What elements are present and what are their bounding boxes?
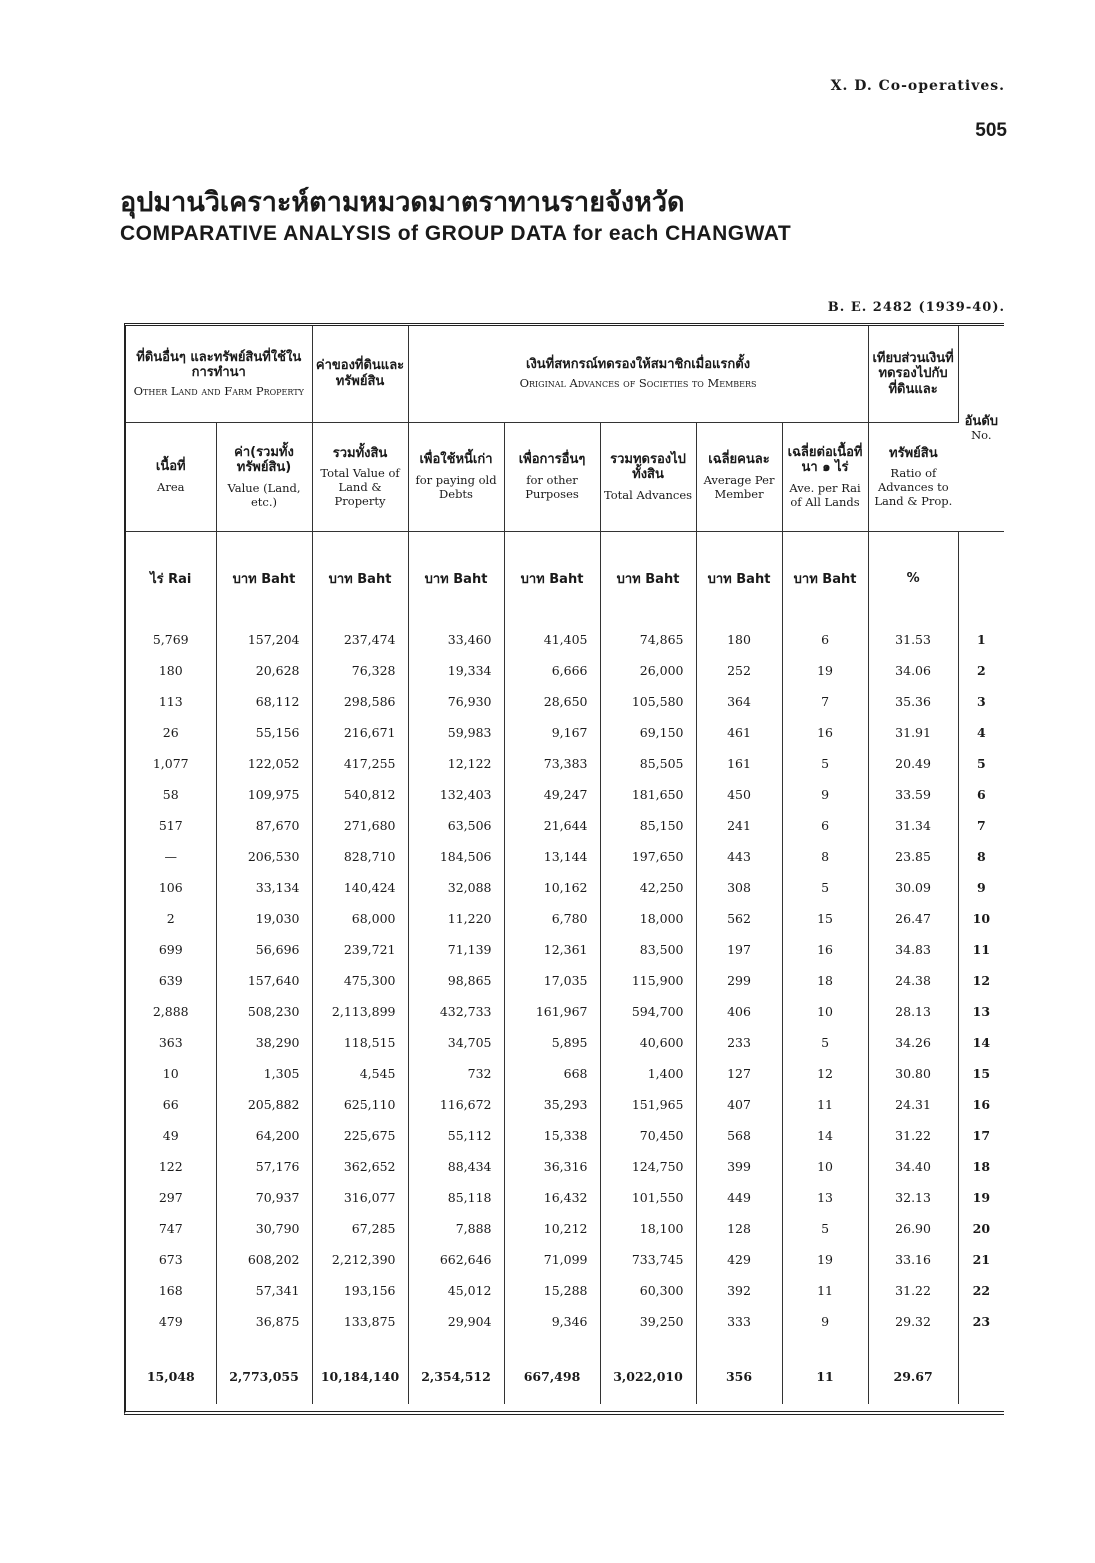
table-cell: 118,515	[312, 1027, 408, 1058]
table-cell: 31.22	[868, 1275, 958, 1306]
table-cell: 68,112	[216, 686, 312, 717]
table-cell: 16	[782, 717, 868, 748]
unit-label: ไร่ Rai	[126, 532, 216, 625]
unit-label: บาท Baht	[782, 532, 868, 625]
table-cell: 17,035	[504, 965, 600, 996]
table-cell: 479	[126, 1306, 216, 1337]
table-row	[126, 1120, 1004, 1151]
table-cell: 157,640	[216, 965, 312, 996]
table-cell: 30,790	[216, 1213, 312, 1244]
table-cell: 239,721	[312, 934, 408, 965]
page-number: 505	[975, 120, 1007, 141]
table-cell: 20.49	[868, 748, 958, 779]
table-row	[126, 996, 1004, 1027]
table-cell: 127	[696, 1058, 782, 1089]
table-cell: 168	[126, 1275, 216, 1306]
group-header-other-land: ที่ดินอื่นๆ และทรัพย์สินที่ใช้ในการทำนา Other Land and Farm Property	[126, 326, 312, 423]
table-cell: 15,288	[504, 1275, 600, 1306]
table-cell: 206,530	[216, 841, 312, 872]
table-cell: 308	[696, 872, 782, 903]
total-cell: 15,048	[126, 1349, 216, 1404]
table-cell: 19	[782, 1244, 868, 1275]
table-cell: 66	[126, 1089, 216, 1120]
table-cell: 193,156	[312, 1275, 408, 1306]
table-cell: 36,316	[504, 1151, 600, 1182]
table-cell: 450	[696, 779, 782, 810]
table-cell: 8	[976, 849, 986, 864]
table-cell: 12	[972, 973, 991, 988]
table-cell: 364	[696, 686, 782, 717]
table-cell: 67,285	[312, 1213, 408, 1244]
table-cell: 109,975	[216, 779, 312, 810]
table-cell: 19,334	[408, 655, 504, 686]
table-cell: 271,680	[312, 810, 408, 841]
table-cell: 540,812	[312, 779, 408, 810]
table-cell: 49	[126, 1120, 216, 1151]
table-cell: 24.31	[868, 1089, 958, 1120]
table-cell: 6	[782, 624, 868, 655]
table-cell: 732	[408, 1058, 504, 1089]
table-cell: 116,672	[408, 1089, 504, 1120]
total-cell: 11	[782, 1349, 868, 1404]
total-cell: 356	[696, 1349, 782, 1404]
table-cell: 184,506	[408, 841, 504, 872]
table-cell: 26,000	[600, 655, 696, 686]
total-cell: 29.67	[868, 1349, 958, 1404]
table-cell: 161,967	[504, 996, 600, 1027]
table-cell: 673	[126, 1244, 216, 1275]
table-cell: 49,247	[504, 779, 600, 810]
table-cell: 6	[782, 810, 868, 841]
table-cell: 128	[696, 1213, 782, 1244]
table-cell: 19	[972, 1190, 991, 1205]
table-cell: 747	[126, 1213, 216, 1244]
table-cell: 106	[126, 872, 216, 903]
table-cell: 68,000	[312, 903, 408, 934]
table-cell: 7	[976, 818, 986, 833]
table-row	[126, 903, 1004, 934]
table-row	[126, 655, 1004, 686]
unit-label: บาท Baht	[312, 532, 408, 625]
table-cell: 70,450	[600, 1120, 696, 1151]
table-cell: 45,012	[408, 1275, 504, 1306]
table-cell: 30.09	[868, 872, 958, 903]
table-cell: 161	[696, 748, 782, 779]
table-row	[126, 934, 1004, 965]
table-cell: 31.22	[868, 1120, 958, 1151]
column-header: ทรัพย์สิน Ratio of Advances to Land & Prop.	[868, 423, 958, 532]
table-cell: 31.91	[868, 717, 958, 748]
table-cell: 233	[696, 1027, 782, 1058]
table-cell: 180	[126, 655, 216, 686]
table-cell: 76,328	[312, 655, 408, 686]
column-header: รวมทั้งสิน Total Value of Land & Property	[312, 423, 408, 532]
table-cell: 55,112	[408, 1120, 504, 1151]
table-cell: 5,769	[126, 624, 216, 655]
table-cell: 5	[782, 1027, 868, 1058]
table-cell: 132,403	[408, 779, 504, 810]
table-cell: 508,230	[216, 996, 312, 1027]
table-cell: 32,088	[408, 872, 504, 903]
table-row	[126, 1213, 1004, 1244]
table-cell: 34,705	[408, 1027, 504, 1058]
unit-label: %	[868, 532, 958, 625]
year-label: B. E. 2482 (1939-40).	[827, 300, 1005, 315]
unit-label	[958, 532, 1004, 625]
table-cell: 28.13	[868, 996, 958, 1027]
column-header: เพื่อใช้หนี้เก่า for paying old Debts	[408, 423, 504, 532]
table-cell: 392	[696, 1275, 782, 1306]
table-cell: 58	[126, 779, 216, 810]
table-cell: 568	[696, 1120, 782, 1151]
table-cell: 216,671	[312, 717, 408, 748]
table-cell: 64,200	[216, 1120, 312, 1151]
total-cell	[958, 1349, 1004, 1404]
table-cell: 151,965	[600, 1089, 696, 1120]
unit-label: บาท Baht	[600, 532, 696, 625]
table-cell: 24.38	[868, 965, 958, 996]
table-cell: 26	[126, 717, 216, 748]
table-cell: 5	[782, 1213, 868, 1244]
table-cell: 22	[972, 1283, 991, 1298]
table-cell: 85,150	[600, 810, 696, 841]
title-english: COMPARATIVE ANALYSIS of GROUP DATA for each CHANGWAT	[120, 222, 792, 245]
table-cell: 5,895	[504, 1027, 600, 1058]
table-cell: 2	[126, 903, 216, 934]
table-cell: 299	[696, 965, 782, 996]
table-cell: 316,077	[312, 1182, 408, 1213]
table-cell: 8	[782, 841, 868, 872]
table-cell: 363	[126, 1027, 216, 1058]
table-cell: 4	[976, 725, 986, 740]
table-cell: 594,700	[600, 996, 696, 1027]
table-cell: 88,434	[408, 1151, 504, 1182]
group-header-land-value: ค่าของที่ดินและทรัพย์สิน	[312, 326, 408, 423]
table-cell: 5	[782, 872, 868, 903]
table-row	[126, 717, 1004, 748]
table-row	[126, 1306, 1004, 1337]
table-cell: 5	[782, 748, 868, 779]
table-cell: 57,341	[216, 1275, 312, 1306]
table-cell: 28,650	[504, 686, 600, 717]
table-row	[126, 624, 1004, 655]
table-row	[126, 1182, 1004, 1213]
table-cell: 70,937	[216, 1182, 312, 1213]
table-cell: 31.53	[868, 624, 958, 655]
table-cell: 20,628	[216, 655, 312, 686]
table-cell: 26.47	[868, 903, 958, 934]
table-row	[126, 1058, 1004, 1089]
table-cell: 113	[126, 686, 216, 717]
table-cell: 9	[782, 1306, 868, 1337]
table-cell: 56,696	[216, 934, 312, 965]
table-cell: 699	[126, 934, 216, 965]
table-cell: 23	[972, 1314, 991, 1329]
table-cell: 639	[126, 965, 216, 996]
table-cell: 10,162	[504, 872, 600, 903]
table-cell: 124,750	[600, 1151, 696, 1182]
column-header: เพื่อการอื่นๆ for other Purposes	[504, 423, 600, 532]
table-cell: 122,052	[216, 748, 312, 779]
table-cell: 668	[504, 1058, 600, 1089]
table-row	[126, 779, 1004, 810]
table-cell: 4,545	[312, 1058, 408, 1089]
table-cell: 32.13	[868, 1182, 958, 1213]
table-cell: 449	[696, 1182, 782, 1213]
table-cell: 9,346	[504, 1306, 600, 1337]
table-cell: 11,220	[408, 903, 504, 934]
table-row	[126, 1151, 1004, 1182]
table-cell: 197	[696, 934, 782, 965]
table-cell: 10,212	[504, 1213, 600, 1244]
table-row	[126, 841, 1004, 872]
total-cell: 3,022,010	[600, 1349, 696, 1404]
table-row	[126, 872, 1004, 903]
table-cell: 562	[696, 903, 782, 934]
table-cell: 26.90	[868, 1213, 958, 1244]
table-cell: 33.16	[868, 1244, 958, 1275]
table-cell: 1	[976, 632, 986, 647]
table-cell: 63,506	[408, 810, 504, 841]
table-cell: 14	[782, 1120, 868, 1151]
section-tag: X. D. Co-operatives.	[830, 78, 1005, 94]
column-header: เฉลี่ยต่อเนื้อที่นา ๑ ไร่ Ave. per Rai of All Lands	[782, 423, 868, 532]
table-cell: 15	[972, 1066, 991, 1081]
table-cell: 35,293	[504, 1089, 600, 1120]
table-cell: 39,250	[600, 1306, 696, 1337]
table-cell: 10	[126, 1058, 216, 1089]
table-cell: 38,290	[216, 1027, 312, 1058]
group-header-advances: เงินที่สหกรณ์ทดรองให้สมาชิกเมื่อแรกตั้ง Original Advances of Societies to Members	[408, 326, 868, 423]
table-cell: 432,733	[408, 996, 504, 1027]
table-cell: 18	[972, 1159, 991, 1174]
table-cell: 662,646	[408, 1244, 504, 1275]
table-row	[126, 686, 1004, 717]
table-cell: 1,305	[216, 1058, 312, 1089]
table-cell: 11	[782, 1275, 868, 1306]
table-cell: 608,202	[216, 1244, 312, 1275]
table-cell: 18	[782, 965, 868, 996]
unit-label: บาท Baht	[408, 532, 504, 625]
table-cell: 157,204	[216, 624, 312, 655]
data-table	[124, 323, 1004, 1415]
table-cell: 23.85	[868, 841, 958, 872]
table-cell: 443	[696, 841, 782, 872]
table-cell: 12,361	[504, 934, 600, 965]
table-cell: 57,176	[216, 1151, 312, 1182]
table-cell: 362,652	[312, 1151, 408, 1182]
table-cell: 399	[696, 1151, 782, 1182]
table-cell: 15	[782, 903, 868, 934]
table-cell: 11	[972, 942, 991, 957]
table-cell: 16	[972, 1097, 991, 1112]
table-cell: 41,405	[504, 624, 600, 655]
table-cell: 10	[782, 996, 868, 1027]
table-cell: 34.06	[868, 655, 958, 686]
column-header-no: อันดับ No.	[958, 326, 1004, 532]
table-cell: 9	[976, 880, 986, 895]
table-cell: 42,250	[600, 872, 696, 903]
total-cell: 2,354,512	[408, 1349, 504, 1404]
units-row	[126, 532, 1004, 625]
unit-label: บาท Baht	[504, 532, 600, 625]
total-cell: 10,184,140	[312, 1349, 408, 1404]
table-cell: 7,888	[408, 1213, 504, 1244]
table-cell: 417,255	[312, 748, 408, 779]
table-cell: 19,030	[216, 903, 312, 934]
table-cell: 333	[696, 1306, 782, 1337]
table-cell: 33.59	[868, 779, 958, 810]
table-cell: 101,550	[600, 1182, 696, 1213]
group-header-ratio: เทียบส่วนเงินที่ทดรองไปกับที่ดินและ	[868, 326, 958, 423]
unit-label: บาท Baht	[696, 532, 782, 625]
table-cell: 85,118	[408, 1182, 504, 1213]
table-cell: 11	[782, 1089, 868, 1120]
table-cell: 1,400	[600, 1058, 696, 1089]
table-cell: 297	[126, 1182, 216, 1213]
table-cell: 2,888	[126, 996, 216, 1027]
table-cell: 29.32	[868, 1306, 958, 1337]
table-cell: 31.34	[868, 810, 958, 841]
table-cell: 15,338	[504, 1120, 600, 1151]
table-cell: 10	[782, 1151, 868, 1182]
table-cell: 406	[696, 996, 782, 1027]
column-header: ค่า(รวมทั้งทรัพย์สิน) Value (Land, etc.)	[216, 423, 312, 532]
table-cell: 59,983	[408, 717, 504, 748]
table-cell: 122	[126, 1151, 216, 1182]
table-cell: 115,900	[600, 965, 696, 996]
table-cell: 21	[972, 1252, 991, 1267]
table-cell: 17	[972, 1128, 991, 1143]
table-cell: 429	[696, 1244, 782, 1275]
table-cell: 73,383	[504, 748, 600, 779]
table-cell: 33,134	[216, 872, 312, 903]
table-cell: 6,780	[504, 903, 600, 934]
table-cell: 180	[696, 624, 782, 655]
table-cell: 197,650	[600, 841, 696, 872]
total-cell: 667,498	[504, 1349, 600, 1404]
table-cell: 16,432	[504, 1182, 600, 1213]
table-cell: 19	[782, 655, 868, 686]
table-cell: 98,865	[408, 965, 504, 996]
table-cell: 34.83	[868, 934, 958, 965]
table-cell: 237,474	[312, 624, 408, 655]
table-cell: 181,650	[600, 779, 696, 810]
unit-label: บาท Baht	[216, 532, 312, 625]
table-cell: 9,167	[504, 717, 600, 748]
table-cell: 3	[976, 694, 986, 709]
column-header: เนื้อที่ Area	[126, 423, 216, 532]
table-cell: 1,077	[126, 748, 216, 779]
title-thai: อุปมานวิเคราะห์ตามหมวดมาตราทานรายจังหวัด	[120, 187, 685, 218]
table-cell: 55,156	[216, 717, 312, 748]
table-row	[126, 1089, 1004, 1120]
table-cell: 733,745	[600, 1244, 696, 1275]
table-cell: 34.26	[868, 1027, 958, 1058]
table-cell: 71,099	[504, 1244, 600, 1275]
total-cell: 2,773,055	[216, 1349, 312, 1404]
table-cell: 6	[976, 787, 986, 802]
table-cell: 225,675	[312, 1120, 408, 1151]
table-cell: 18,100	[600, 1213, 696, 1244]
table-cell: 517	[126, 810, 216, 841]
table-row	[126, 748, 1004, 779]
table-cell: 12	[782, 1058, 868, 1089]
table-cell: 74,865	[600, 624, 696, 655]
table-row	[126, 1027, 1004, 1058]
table-cell: 33,460	[408, 624, 504, 655]
table-cell: 2,212,390	[312, 1244, 408, 1275]
table-cell: 18,000	[600, 903, 696, 934]
table-cell: 10	[972, 911, 991, 926]
table-cell: 36,875	[216, 1306, 312, 1337]
table-cell: 14	[972, 1035, 991, 1050]
table-cell: 87,670	[216, 810, 312, 841]
table-row	[126, 810, 1004, 841]
table-cell: 35.36	[868, 686, 958, 717]
table-cell: 20	[972, 1221, 991, 1236]
table-cell: 83,500	[600, 934, 696, 965]
table-cell: 13	[972, 1004, 991, 1019]
table-cell: 205,882	[216, 1089, 312, 1120]
table-cell: 16	[782, 934, 868, 965]
table-cell: 76,930	[408, 686, 504, 717]
table-cell: 828,710	[312, 841, 408, 872]
table-cell: 461	[696, 717, 782, 748]
totals-row	[126, 1349, 1004, 1404]
table-cell: 13,144	[504, 841, 600, 872]
table-cell: 40,600	[600, 1027, 696, 1058]
table-cell: 34.40	[868, 1151, 958, 1182]
table-cell: 241	[696, 810, 782, 841]
table-row	[126, 1244, 1004, 1275]
table-cell: 475,300	[312, 965, 408, 996]
table-cell: 298,586	[312, 686, 408, 717]
table-cell: 5	[976, 756, 986, 771]
table-cell: 13	[782, 1182, 868, 1213]
table-cell: —	[126, 841, 216, 872]
table-cell: 6,666	[504, 655, 600, 686]
table-row	[126, 1275, 1004, 1306]
table-cell: 133,875	[312, 1306, 408, 1337]
table-cell: 2	[976, 663, 986, 678]
column-header: รวมทดรองไปทั้งสิน Total Advances	[600, 423, 696, 532]
table-cell: 9	[782, 779, 868, 810]
table-cell: 7	[782, 686, 868, 717]
table-cell: 105,580	[600, 686, 696, 717]
column-header: เฉลี่ยคนละ Average Per Member	[696, 423, 782, 532]
table-cell: 69,150	[600, 717, 696, 748]
table-cell: 252	[696, 655, 782, 686]
table-cell: 407	[696, 1089, 782, 1120]
table-cell: 60,300	[600, 1275, 696, 1306]
table-cell: 30.80	[868, 1058, 958, 1089]
table-cell: 140,424	[312, 872, 408, 903]
table-cell: 12,122	[408, 748, 504, 779]
table-cell: 2,113,899	[312, 996, 408, 1027]
table-cell: 21,644	[504, 810, 600, 841]
table-row	[126, 965, 1004, 996]
table-cell: 29,904	[408, 1306, 504, 1337]
table-cell: 85,505	[600, 748, 696, 779]
table-cell: 625,110	[312, 1089, 408, 1120]
table-cell: 71,139	[408, 934, 504, 965]
